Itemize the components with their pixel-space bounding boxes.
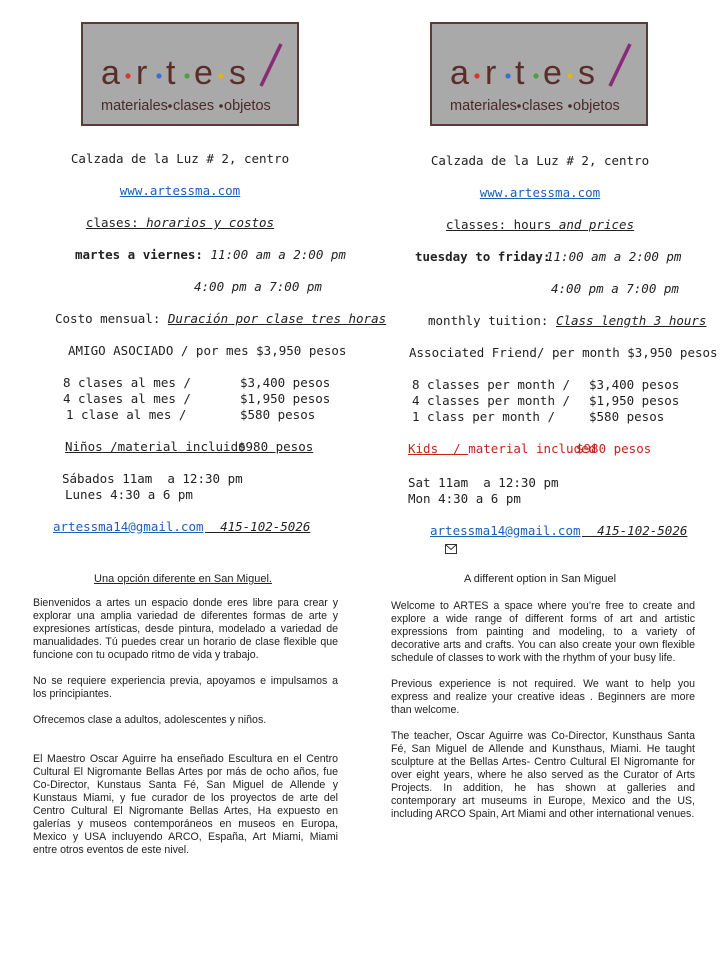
schedule-morning: 11:00 am a 2:00 pm xyxy=(546,249,682,264)
plan-2-label: 4 clases al mes / xyxy=(63,391,191,406)
address: Calzada de la Luz # 2, centro xyxy=(430,153,650,168)
phone: 415-102-5026 xyxy=(597,523,688,538)
logo-letter-t: t xyxy=(166,54,176,92)
logo-letter-r: r xyxy=(485,54,497,92)
paragraph-experience: No se requiere experiencia previa, apoyamos e impulsamos a los principiantes. xyxy=(33,675,338,700)
logo-dot-green xyxy=(184,73,189,78)
logo-dot-yellow xyxy=(218,73,223,78)
email-icon xyxy=(400,527,412,537)
website-link[interactable]: www.artessma.com xyxy=(119,183,241,198)
logo-letter-e: e xyxy=(543,54,562,92)
plan-3-price: $580 pesos xyxy=(240,407,316,422)
associate-price: AMIGO ASOCIADO / por mes $3,950 pesos xyxy=(68,343,347,358)
logo-letter-t: t xyxy=(515,54,525,92)
description-title: Una opción diferente en San Miguel. xyxy=(94,573,272,585)
plan-1-label: 8 classes per month / xyxy=(412,377,571,392)
logo-tagline-3: objetos xyxy=(224,98,271,114)
classes-heading: classes: hours and prices xyxy=(445,217,635,232)
description-title: A different option in San Miguel xyxy=(463,573,617,585)
monthly-cost: Costo mensual: Duración por clase tres horas xyxy=(55,311,387,326)
artes-logo xyxy=(81,22,299,126)
kids-label: Niños /material incluido xyxy=(65,439,246,454)
saturday-schedule: Sábados 11am a 12:30 pm xyxy=(62,471,243,486)
logo-tagline-2: clases xyxy=(173,98,215,114)
logo-letter-r: r xyxy=(136,54,148,92)
paragraph-experience: Previous experience is not required. We want to help you express and realize your creative ideas . Beginners are more than welcome. xyxy=(391,678,695,716)
classes-heading: clases: horarios y costos xyxy=(85,215,275,230)
plan-1-price: $3,400 pesos xyxy=(240,375,331,390)
schedule-afternoon: 4:00 pm a 7:00 pm xyxy=(194,279,322,294)
address: Calzada de la Luz # 2, centro xyxy=(70,151,290,166)
logo-tagline-1: materiales xyxy=(450,98,517,114)
artes-logo xyxy=(430,22,648,126)
plan-3-label: 1 class per month / xyxy=(412,409,555,424)
email-link[interactable]: artessma14@gmail.com xyxy=(53,519,204,534)
plan-3-label: 1 clase al mes / xyxy=(66,407,187,422)
kids-label: Kids / material included xyxy=(408,441,597,456)
kids-price: $980 pesos xyxy=(238,439,314,454)
plan-1-label: 8 clases al mes / xyxy=(63,375,191,390)
schedule-afternoon: 4:00 pm a 7:00 pm xyxy=(551,281,679,296)
logo-tagline-1: materiales xyxy=(101,98,168,114)
schedule-weekdays: martes a viernes: 11:00 am a 2:00 pm xyxy=(75,247,346,262)
phone: 415-102-5026 xyxy=(220,519,311,534)
kids-price: $980 pesos xyxy=(576,441,652,456)
logo-tagline-2: clases xyxy=(522,98,564,114)
plan-3-price: $580 pesos xyxy=(589,409,665,424)
description xyxy=(391,600,695,821)
paragraph-welcome: Bienvenidos a artes un espacio donde eres libre para crear y explorar una amplia variedad de diferentes formas de arte y expresiones artísticas, desde pintura, modelado a variedad de manualidades. Tú puedes crear un horario de clase flexible que funcione con tu ocupado ritmo de vida y trabajo. xyxy=(33,597,338,661)
logo-dot-red xyxy=(125,73,130,78)
logo-slash xyxy=(610,44,630,86)
logo-dot-green xyxy=(533,73,538,78)
logo-letter-a: a xyxy=(450,54,469,92)
logo-slash xyxy=(261,44,281,86)
plan-2-price: $1,950 pesos xyxy=(589,393,680,408)
description xyxy=(33,597,338,857)
logo-dot-red xyxy=(474,73,479,78)
plan-2-price: $1,950 pesos xyxy=(240,391,331,406)
logo-letter-a: a xyxy=(101,54,120,92)
paragraph-audience: Ofrecemos clase a adultos, adolescentes y niños. xyxy=(33,714,267,726)
monthly-cost: monthly tuition: Class length 3 hours xyxy=(428,313,707,328)
associate-price: Associated Friend/ per month $3,950 pesos xyxy=(409,345,718,360)
logo-dot-blue xyxy=(156,73,161,78)
saturday-schedule: Sat 11am a 12:30 pm xyxy=(408,475,559,490)
paragraph-teacher: El Maestro Oscar Aguirre ha enseñado Escultura en el Centro Cultural El Nigromante Bellas Artes por más de ocho años, fue Co-Director, Kunstaus Santa Fé, San Miguel de Allende y Kunstaus Miami, y fue curador de los proyectos de arte del Centro Cultural El Nigromante Bellas Artes, Ha expuesto en galerías y museos contemporáneos en museos en Europa, Mexico y USA incluyendo ARCO, España, Art Miami, Miami entre otros eventos de este nivel. xyxy=(33,753,338,856)
monday-schedule: Mon 4:30 a 6 pm xyxy=(408,491,521,506)
logo-letter-e: e xyxy=(194,54,213,92)
paragraph-welcome: Welcome to ARTES a space where you’re free to create and explore a wide range of different forms of art and artistic expressions from painting and modeling, to a variety of decorative arts and crafts. You can also create your own flexible schedule of classes to work with the rhythm of your busy life. xyxy=(391,600,695,664)
plan-2-label: 4 classes per month / xyxy=(412,393,571,408)
paragraph-teacher: The teacher, Oscar Aguirre was Co-Director, Kunsthaus Santa Fé, San Miguel de Allende and Kunsthaus, Miami. He taught sculpture at the Bellas Artes- Centro Cultural El Nigromante for over eight years, where he also served as the Curator of Arts Projects. In addition, he has shown at galleries and contemporary art museums in Europe, Mexico and the US, including ARCO Spain, Art Miami and other international venues. xyxy=(391,730,695,820)
email-link[interactable]: artessma14@gmail.com xyxy=(430,523,581,538)
plan-1-price: $3,400 pesos xyxy=(589,377,680,392)
english-column xyxy=(360,0,720,960)
logo-tagline-3: objetos xyxy=(573,98,620,114)
logo-dot-blue xyxy=(505,73,510,78)
logo-letter-s: s xyxy=(229,54,246,92)
monday-schedule: Lunes 4:30 a 6 pm xyxy=(65,487,193,502)
logo-dot-yellow xyxy=(567,73,572,78)
logo-letter-s: s xyxy=(578,54,595,92)
website-link[interactable]: www.artessma.com xyxy=(479,185,601,200)
schedule-days-label: tuesday to friday: xyxy=(415,249,551,264)
